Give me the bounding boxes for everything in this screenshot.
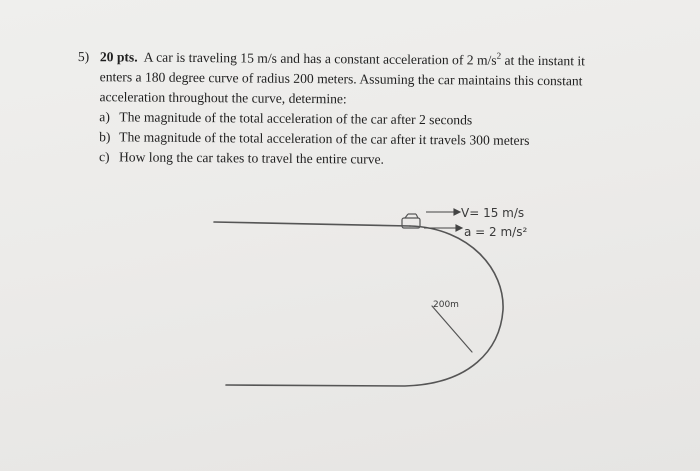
problem-line-2: enters a 180 degree curve of radius 200 meters. Assuming the car maintains this constant (99, 69, 583, 89)
acceleration-arrow (424, 225, 462, 231)
radius-label: 200m (433, 300, 459, 310)
part-b-text: The magnitude of the total acceleration of the car after it travels 300 meters (119, 129, 530, 148)
part-b-label: b) (99, 129, 111, 145)
problem-text-1-end: at the instant it (504, 52, 586, 69)
radius-line (432, 306, 472, 352)
road-curve (226, 226, 503, 386)
part-a-label: a) (99, 109, 110, 125)
velocity-arrow (426, 209, 460, 215)
road-top-line (214, 222, 410, 226)
acceleration-label: a = 2 m/s² (464, 225, 528, 239)
problem-number: 5) (77, 48, 90, 65)
velocity-label: V= 15 m/s (461, 206, 525, 220)
part-a-text: The magnitude of the total acceleration of the car after 2 seconds (119, 109, 473, 128)
problem-points: 20 pts. (99, 49, 138, 65)
part-c-label: c) (98, 149, 110, 165)
exponent: 2 (496, 50, 502, 61)
problem-text-1: A car is traveling 15 m/s and has a constant acceleration of 2 m/s (143, 49, 497, 68)
problem-line-3: acceleration throughout the curve, determine: (99, 89, 347, 107)
part-c-text: How long the car takes to travel the entire curve. (118, 149, 385, 167)
